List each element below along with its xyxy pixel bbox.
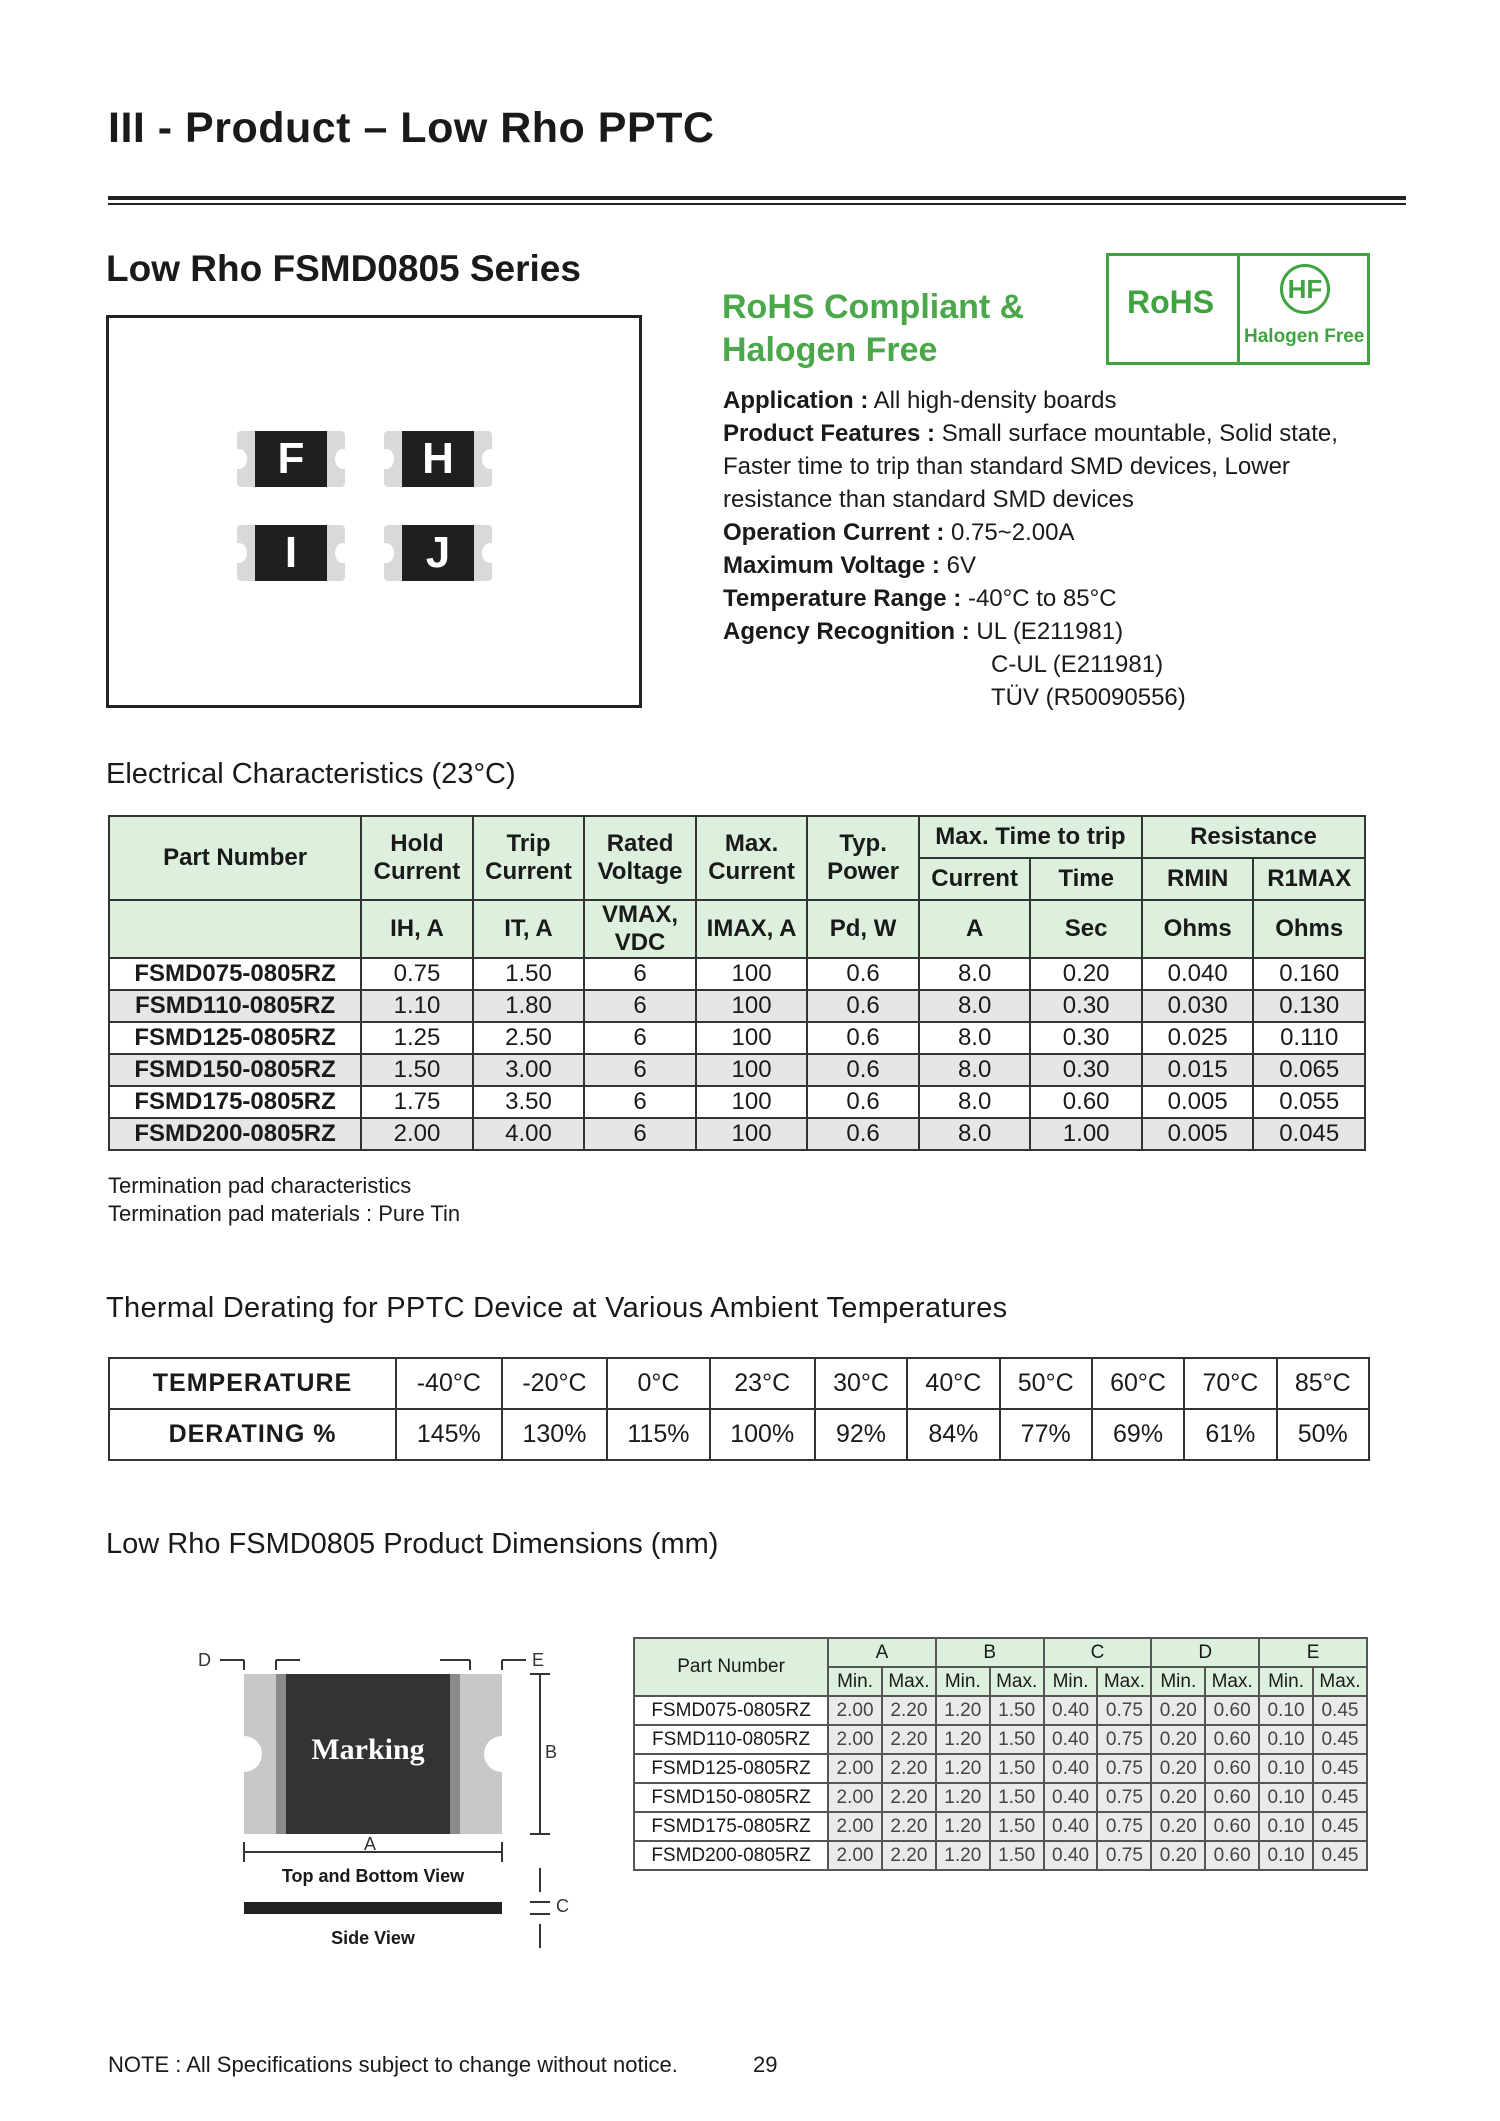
dimension-cell: 0.75 (1097, 1754, 1151, 1783)
value-cell: 100 (696, 1086, 808, 1118)
dimension-cell: 0.10 (1259, 1812, 1313, 1841)
derating-cell: 92% (815, 1409, 907, 1460)
dimension-cell: 0.20 (1151, 1841, 1205, 1870)
spec-application: Application : All high-density boards (723, 387, 1117, 414)
electrical-table (108, 815, 1366, 1151)
chip-label: J (402, 525, 474, 581)
table-row (109, 958, 1365, 990)
value-cell: 100 (696, 958, 808, 990)
derating-label: DERATING % (109, 1409, 396, 1460)
rohs-badge (1109, 256, 1240, 362)
dimension-cell: 0.45 (1313, 1783, 1367, 1812)
part-number-cell: FSMD175-0805RZ (634, 1812, 828, 1841)
col-rmin: RMIN (1142, 858, 1254, 900)
chip-label: I (255, 525, 327, 581)
value-cell: 0.130 (1253, 990, 1365, 1022)
temperature-cell: -20°C (502, 1358, 608, 1409)
rohs-heading-line: Halogen Free (722, 331, 938, 369)
dimension-cell: 0.20 (1151, 1696, 1205, 1725)
rohs-heading-line: RoHS Compliant & (722, 288, 1025, 326)
col-rated-voltage: Rated Voltage (584, 816, 696, 900)
dimension-cell: 0.60 (1205, 1725, 1259, 1754)
value-cell: 1.50 (473, 958, 585, 990)
dimension-cell: 2.00 (828, 1725, 882, 1754)
dim-min-header: Min. (1151, 1667, 1205, 1696)
footer-note: NOTE : All Specifications subject to change without notice. (108, 2052, 678, 2077)
dimension-cell: 0.10 (1259, 1783, 1313, 1812)
dim-max-header: Max. (1205, 1667, 1259, 1696)
temperature-cell: 30°C (815, 1358, 907, 1409)
col-trip-current: Trip Current (473, 816, 585, 900)
chip-label: H (402, 431, 474, 487)
dimension-drawing (190, 1630, 590, 1960)
dimension-cell: 0.10 (1259, 1841, 1313, 1870)
dimension-cell: 0.40 (1044, 1783, 1098, 1812)
chip-i (237, 525, 345, 581)
dimension-cell: 2.00 (828, 1812, 882, 1841)
unit-cell: IMAX, A (696, 900, 808, 958)
dim-col-d: D (1151, 1638, 1259, 1667)
part-number-cell: FSMD125-0805RZ (634, 1754, 828, 1783)
value-cell: 4.00 (473, 1118, 585, 1150)
dim-label-d: D (198, 1650, 211, 1670)
dimension-cell: 0.20 (1151, 1812, 1205, 1841)
dim-min-header: Min. (1044, 1667, 1098, 1696)
temperature-cell: 23°C (710, 1358, 815, 1409)
value-cell: 2.00 (361, 1118, 473, 1150)
dimension-cell: 0.20 (1151, 1783, 1205, 1812)
table-row (109, 1118, 1365, 1150)
value-cell: 2.50 (473, 1022, 585, 1054)
value-cell: 6 (584, 1022, 696, 1054)
dimension-cell: 1.50 (990, 1841, 1044, 1870)
dimension-cell: 0.45 (1313, 1696, 1367, 1725)
spec-agency-tuv: TÜV (R50090556) (991, 684, 1186, 711)
termination-note: Termination pad characteristics (108, 1173, 412, 1198)
value-cell: 8.0 (919, 958, 1031, 990)
dimension-cell: 0.20 (1151, 1754, 1205, 1783)
table-row (634, 1696, 1367, 1725)
value-cell: 0.75 (361, 958, 473, 990)
spec-operation-current: Operation Current : 0.75~2.00A (723, 519, 1075, 546)
dim-label-e: E (532, 1650, 545, 1670)
dimension-cell: 0.60 (1205, 1812, 1259, 1841)
value-cell: 0.60 (1030, 1086, 1142, 1118)
dimension-cell: 0.60 (1205, 1783, 1259, 1812)
hf-badge-text: Halogen Free (1244, 326, 1365, 347)
col-hold-current: Hold Current (361, 816, 473, 900)
part-number-cell: FSMD200-0805RZ (109, 1118, 361, 1150)
part-number-cell: FSMD110-0805RZ (109, 990, 361, 1022)
value-cell: 8.0 (919, 1022, 1031, 1054)
value-cell: 3.50 (473, 1086, 585, 1118)
part-number-cell: FSMD175-0805RZ (109, 1086, 361, 1118)
value-cell: 0.040 (1142, 958, 1254, 990)
value-cell: 0.045 (1253, 1118, 1365, 1150)
dimension-cell: 1.50 (990, 1696, 1044, 1725)
dimension-cell: 1.20 (936, 1696, 990, 1725)
value-cell: 8.0 (919, 1086, 1031, 1118)
dim-label-c: C (556, 1896, 569, 1916)
col-time-to-trip: Max. Time to trip (919, 816, 1142, 858)
dims-title: Low Rho FSMD0805 Product Dimensions (mm) (106, 1528, 719, 1560)
value-cell: 0.110 (1253, 1022, 1365, 1054)
dimension-cell: 2.20 (882, 1841, 936, 1870)
dimension-cell: 0.45 (1313, 1754, 1367, 1783)
table-row (634, 1841, 1367, 1870)
elec-title: Electrical Characteristics (23°C) (106, 758, 516, 790)
dimension-cell: 0.45 (1313, 1812, 1367, 1841)
derating-cell: 145% (396, 1409, 502, 1460)
value-cell: 0.065 (1253, 1054, 1365, 1086)
chip-label: F (255, 431, 327, 487)
table-row (634, 1725, 1367, 1754)
table-row (634, 1754, 1367, 1783)
chip-h (384, 431, 492, 487)
dimension-cell: 0.40 (1044, 1725, 1098, 1754)
value-cell: 1.25 (361, 1022, 473, 1054)
value-cell: 0.30 (1030, 1022, 1142, 1054)
dimension-cell: 1.20 (936, 1783, 990, 1812)
dimension-cell: 0.40 (1044, 1812, 1098, 1841)
temperature-cell: 60°C (1092, 1358, 1184, 1409)
chip-f (237, 431, 345, 487)
value-cell: 0.6 (807, 958, 919, 990)
value-cell: 0.030 (1142, 990, 1254, 1022)
dimension-cell: 1.20 (936, 1841, 990, 1870)
page-title: III - Product – Low Rho PPTC (108, 104, 715, 152)
value-cell: 1.50 (361, 1054, 473, 1086)
dim-col-a: A (828, 1638, 936, 1667)
title-rule-thick (108, 196, 1406, 200)
dim-min-header: Min. (828, 1667, 882, 1696)
dimension-cell: 0.75 (1097, 1696, 1151, 1725)
dimension-cell: 0.75 (1097, 1725, 1151, 1754)
dimension-cell: 1.50 (990, 1783, 1044, 1812)
col-max-current: Max. Current (696, 816, 808, 900)
termination-note: Termination pad materials : Pure Tin (108, 1201, 461, 1226)
dimension-cell: 0.75 (1097, 1783, 1151, 1812)
value-cell: 6 (584, 1086, 696, 1118)
temperature-cell: 70°C (1184, 1358, 1276, 1409)
dim-col-b: B (936, 1638, 1044, 1667)
dimension-cell: 2.00 (828, 1696, 882, 1725)
value-cell: 0.160 (1253, 958, 1365, 990)
value-cell: 1.75 (361, 1086, 473, 1118)
derating-cell: 50% (1277, 1409, 1369, 1460)
dimension-diagram (190, 1630, 590, 1960)
dimension-cell: 0.60 (1205, 1696, 1259, 1725)
value-cell: 6 (584, 1118, 696, 1150)
temperature-cell: 0°C (607, 1358, 709, 1409)
dimension-cell: 2.00 (828, 1841, 882, 1870)
unit-cell: Ohms (1253, 900, 1365, 958)
value-cell: 0.6 (807, 1086, 919, 1118)
side-view-caption: Side View (331, 1928, 415, 1948)
dimension-cell: 0.10 (1259, 1725, 1313, 1754)
temperature-cell: 50°C (1000, 1358, 1092, 1409)
table-row (634, 1812, 1367, 1841)
spec-features: Product Features : Small surface mountable, Solid state, Faster time to trip than standard SMD devices, Lower resistance than standard SMD devices (723, 420, 1338, 513)
derating-cell: 77% (1000, 1409, 1092, 1460)
dimension-cell: 1.20 (936, 1725, 990, 1754)
dimension-cell: 0.40 (1044, 1754, 1098, 1783)
dim-max-header: Max. (990, 1667, 1044, 1696)
value-cell: 8.0 (919, 990, 1031, 1022)
col-resistance: Resistance (1142, 816, 1365, 858)
derating-cell: 115% (607, 1409, 709, 1460)
value-cell: 0.025 (1142, 1022, 1254, 1054)
value-cell: 1.10 (361, 990, 473, 1022)
spec-list (723, 384, 1393, 714)
value-cell: 0.30 (1030, 990, 1142, 1022)
col-r1max: R1MAX (1253, 858, 1365, 900)
marking-text: Marking (311, 1733, 425, 1766)
dimension-cell: 0.45 (1313, 1725, 1367, 1754)
derating-cell: 84% (907, 1409, 999, 1460)
value-cell: 8.0 (919, 1118, 1031, 1150)
dimension-cell: 0.75 (1097, 1841, 1151, 1870)
part-number-cell: FSMD150-0805RZ (634, 1783, 828, 1812)
value-cell: 0.30 (1030, 1054, 1142, 1086)
unit-cell: A (919, 900, 1031, 958)
part-number-cell: FSMD075-0805RZ (109, 958, 361, 990)
unit-cell: Sec (1030, 900, 1142, 958)
temperature-cell: -40°C (396, 1358, 502, 1409)
rohs-badge-text: RoHS (1127, 284, 1215, 320)
series-title: Low Rho FSMD0805 Series (106, 248, 581, 289)
value-cell: 1.00 (1030, 1118, 1142, 1150)
dimension-cell: 0.40 (1044, 1841, 1098, 1870)
table-row (109, 1022, 1365, 1054)
table-row (109, 1054, 1365, 1086)
spec-agency: Agency Recognition : UL (E211981) (723, 618, 1124, 645)
derating-cell: 100% (710, 1409, 815, 1460)
unit-cell: VMAX, VDC (584, 900, 696, 958)
product-photo (106, 315, 642, 708)
unit-cell: Ohms (1142, 900, 1254, 958)
table-row (109, 1086, 1365, 1118)
hf-logo-icon: HF (1280, 264, 1330, 314)
dimensions-table (633, 1637, 1368, 1871)
temperature-cell: 40°C (907, 1358, 999, 1409)
value-cell: 0.055 (1253, 1086, 1365, 1118)
rohs-heading (722, 286, 1024, 372)
value-cell: 100 (696, 1054, 808, 1086)
dim-col-c: C (1044, 1638, 1152, 1667)
unit-cell: IH, A (361, 900, 473, 958)
derating-cell: 61% (1184, 1409, 1276, 1460)
chip-j (384, 525, 492, 581)
dim-max-header: Max. (1313, 1667, 1367, 1696)
value-cell: 0.6 (807, 1054, 919, 1086)
value-cell: 100 (696, 990, 808, 1022)
dim-min-header: Min. (1259, 1667, 1313, 1696)
dimension-cell: 0.75 (1097, 1812, 1151, 1841)
dimension-cell: 0.60 (1205, 1754, 1259, 1783)
dimension-cell: 0.10 (1259, 1754, 1313, 1783)
thermal-table (108, 1357, 1370, 1461)
value-cell: 6 (584, 958, 696, 990)
dimension-cell: 1.50 (990, 1812, 1044, 1841)
title-rule-thin (108, 203, 1406, 205)
dimension-cell: 1.50 (990, 1725, 1044, 1754)
value-cell: 3.00 (473, 1054, 585, 1086)
value-cell: 0.6 (807, 1022, 919, 1054)
dim-max-header: Max. (1097, 1667, 1151, 1696)
value-cell: 6 (584, 1054, 696, 1086)
table-row (634, 1783, 1367, 1812)
part-number-cell: FSMD125-0805RZ (109, 1022, 361, 1054)
part-number-cell: FSMD150-0805RZ (109, 1054, 361, 1086)
spec-agency-cul: C-UL (E211981) (991, 651, 1164, 678)
value-cell: 0.20 (1030, 958, 1142, 990)
top-view-caption: Top and Bottom View (281, 1866, 465, 1886)
value-cell: 0.015 (1142, 1054, 1254, 1086)
dimension-cell: 2.20 (882, 1783, 936, 1812)
dimension-cell: 2.20 (882, 1812, 936, 1841)
value-cell: 100 (696, 1118, 808, 1150)
dimension-cell: 2.20 (882, 1725, 936, 1754)
dim-label-a: A (364, 1834, 377, 1854)
temperature-cell: 85°C (1277, 1358, 1369, 1409)
dim-min-header: Min. (936, 1667, 990, 1696)
table-row (109, 990, 1365, 1022)
unit-cell: Pd, W (807, 900, 919, 958)
dimension-cell: 0.45 (1313, 1841, 1367, 1870)
col-part-number: Part Number (109, 816, 361, 900)
part-number-cell: FSMD075-0805RZ (634, 1696, 828, 1725)
thermal-title: Thermal Derating for PPTC Device at Various Ambient Temperatures (106, 1292, 1008, 1324)
derating-cell: 130% (502, 1409, 608, 1460)
dimension-cell: 0.10 (1259, 1696, 1313, 1725)
dimension-cell: 2.20 (882, 1754, 936, 1783)
dimension-cell: 0.40 (1044, 1696, 1098, 1725)
value-cell: 100 (696, 1022, 808, 1054)
value-cell: 0.005 (1142, 1086, 1254, 1118)
spec-temp-range: Temperature Range : -40°C to 85°C (723, 585, 1117, 612)
dimension-cell: 0.60 (1205, 1841, 1259, 1870)
temperature-label: TEMPERATURE (109, 1358, 396, 1409)
part-number-cell: FSMD110-0805RZ (634, 1725, 828, 1754)
hf-badge (1240, 256, 1367, 362)
dimension-cell: 0.20 (1151, 1725, 1205, 1754)
value-cell: 8.0 (919, 1054, 1031, 1086)
col-trip-time: Time (1030, 858, 1142, 900)
value-cell: 1.80 (473, 990, 585, 1022)
dimension-cell: 1.50 (990, 1754, 1044, 1783)
termination-notes (108, 1172, 460, 1228)
dim-max-header: Max. (882, 1667, 936, 1696)
rohs-hf-badge (1106, 253, 1370, 365)
value-cell: 0.6 (807, 990, 919, 1022)
dimension-cell: 2.20 (882, 1696, 936, 1725)
col-trip-current-a: Current (919, 858, 1031, 900)
dimension-cell: 1.20 (936, 1754, 990, 1783)
dimension-cell: 1.20 (936, 1812, 990, 1841)
dim-col-part-number: Part Number (634, 1638, 828, 1696)
part-number-cell: FSMD200-0805RZ (634, 1841, 828, 1870)
dim-label-b: B (545, 1742, 558, 1762)
value-cell: 0.005 (1142, 1118, 1254, 1150)
spec-max-voltage: Maximum Voltage : 6V (723, 552, 976, 579)
dimension-cell: 2.00 (828, 1783, 882, 1812)
value-cell: 0.6 (807, 1118, 919, 1150)
dimension-cell: 2.00 (828, 1754, 882, 1783)
unit-cell: IT, A (473, 900, 585, 958)
value-cell: 6 (584, 990, 696, 1022)
col-typ-power: Typ. Power (807, 816, 919, 900)
page-number: 29 (753, 2052, 778, 2077)
dim-col-e: E (1259, 1638, 1367, 1667)
derating-cell: 69% (1092, 1409, 1184, 1460)
col-part-number-unit (109, 900, 361, 958)
